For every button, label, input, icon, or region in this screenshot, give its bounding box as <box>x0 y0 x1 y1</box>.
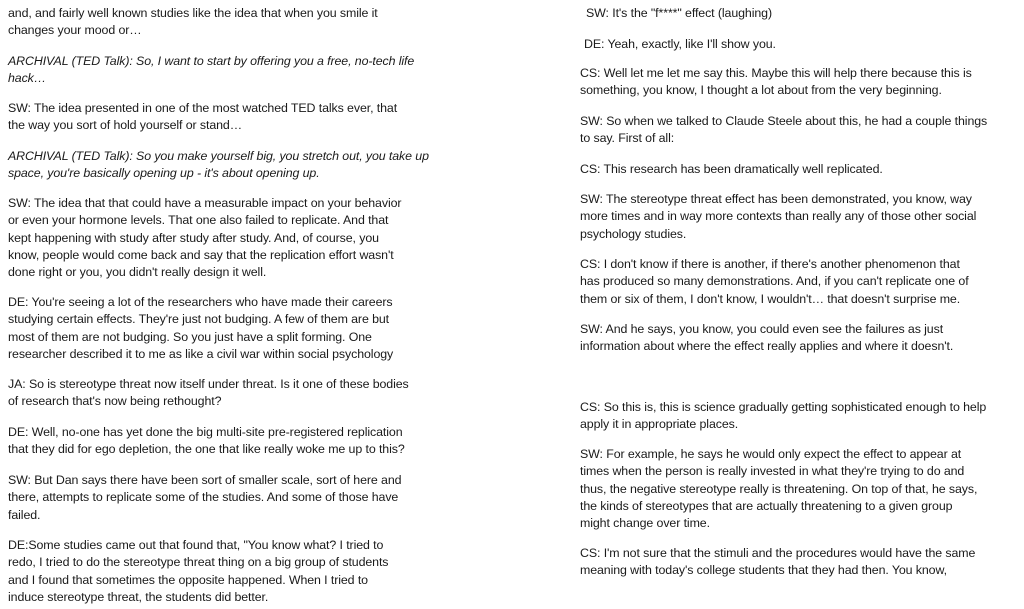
transcript-paragraph: SW: And he says, you know, you could even see the failures as just information about where the effect really applies and where it doesn't. <box>580 322 954 354</box>
transcript-paragraph: DE: Yeah, exactly, like I'll show you. <box>584 37 776 51</box>
transcript-paragraph: SW: But Dan says there have been sort of smaller scale, sort of here and there, attempts to replicate some of the studies. And some of those have failed. <box>8 473 402 522</box>
transcript-paragraph: CS: I don't know if there is another, if there's another phenomenon that has produced so many demonstrations. And, if you can't replicate one of them or six of them, I don't know, I wouldn't… that doesn't surprise me. <box>580 257 969 306</box>
transcript-paragraph: SW: The idea presented in one of the most watched TED talks ever, that the way you sort of hold yourself or stand… <box>8 101 398 133</box>
transcript-paragraph: DE:Some studies came out that found that, "You know what? I tried to redo, I tried to do the stereotype threat thing on a big group of students and I found that sometimes the opposite happened. When I tried to induce stereotype threat, the students did better. <box>8 538 389 604</box>
transcript-paragraph: ARCHIVAL (TED Talk): So, I want to start by offering you a free, no-tech life hack… <box>8 54 415 86</box>
transcript-paragraph: DE: Well, no-one has yet done the big multi-site pre-registered replication that they did for ego depletion, the one that like really woke me up to this? <box>8 425 405 457</box>
transcript-paragraph: DE: You're seeing a lot of the researchers who have made their careers studying certain effects. They're just not budging. A few of them are but most of them are not budging. So you just have a split forming. One researcher described it to me as like a civil war within social psychology <box>8 295 394 361</box>
transcript-paragraph: CS: Well let me let me say this. Maybe this will help there because this is something, you know, I thought a lot about from the very beginning. <box>580 66 972 98</box>
transcript-paragraph: SW: It's the "f****" effect (laughing) <box>586 6 772 20</box>
transcript-paragraph: SW: The stereotype threat effect has been demonstrated, you know, way more times and in way more contexts than really any of those other social psychology studies. <box>580 192 977 241</box>
transcript-paragraph: JA: So is stereotype threat now itself under threat. Is it one of these bodies of research that's now being rethought? <box>8 377 409 409</box>
transcript-paragraph: CS: So this is, this is science gradually getting sophisticated enough to help apply it in appropriate places. <box>580 400 987 432</box>
transcript-paragraph: and, and fairly well known studies like the idea that when you smile it changes your mood or… <box>8 6 378 38</box>
transcript-paragraph: CS: I'm not sure that the stimuli and the procedures would have the same meaning with today's college students that they had then. You know, <box>580 546 976 578</box>
transcript-paragraph: SW: So when we talked to Claude Steele about this, he had a couple things to say. First of all: <box>580 114 988 146</box>
transcript-paragraph: CS: This research has been dramatically well replicated. <box>580 162 883 176</box>
transcript-paragraph: SW: For example, he says he would only expect the effect to appear at times when the person is really invested in what they're trying to do and thus, the negative stereotype really is threatening. On top of that, he says, the kinds of stereotypes that are actually threatening to a given group might change over time. <box>580 447 978 531</box>
transcript-paragraph: ARCHIVAL (TED Talk): So you make yourself big, you stretch out, you take up space, you're basically opening up - it's about opening up. <box>8 149 429 181</box>
transcript-paragraph: SW: The idea that that could have a measurable impact on your behavior or even your hormone levels. That one also failed to replicate. And that kept happening with study after study after study. And, of course, you know, people would come back and say that the replication effort wasn't done right or you, you didn't really design it well. <box>8 196 402 280</box>
